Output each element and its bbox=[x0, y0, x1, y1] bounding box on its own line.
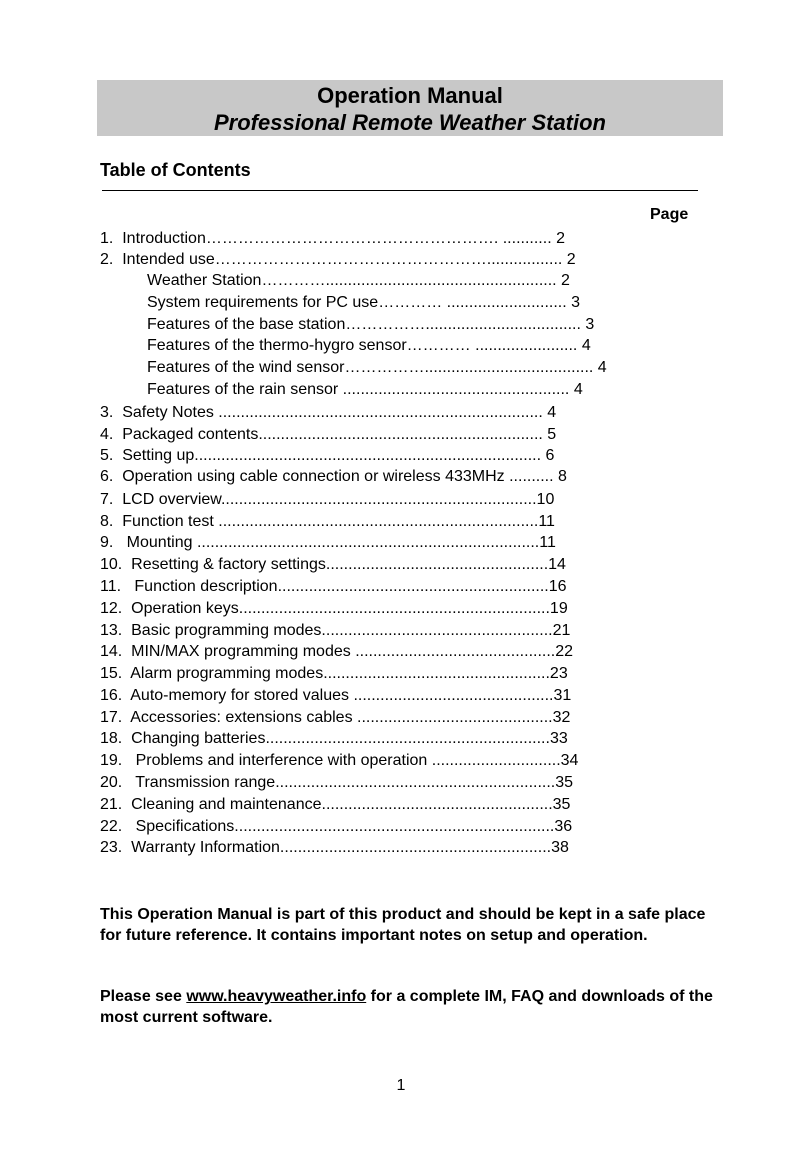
toc-entry[interactable]: 14. MIN/MAX programming modes .............................................22 bbox=[100, 643, 574, 660]
website-paragraph bbox=[100, 987, 720, 1028]
toc-subentry[interactable]: System requirements for PC use………… ........................... 3 bbox=[147, 294, 581, 311]
toc-entry[interactable]: 11. Function description.............................................................16 bbox=[100, 578, 567, 595]
toc-subentry[interactable]: Features of the base station……………................................... 3 bbox=[147, 316, 595, 333]
website-suffix: for a complete IM, FAQ and downloads of the most current software. bbox=[100, 988, 713, 1026]
toc-subentry[interactable]: Features of the wind sensor……………...................................... 4 bbox=[147, 359, 607, 376]
toc-entry[interactable]: 23. Warranty Information.............................................................38 bbox=[100, 839, 569, 856]
toc-entry[interactable]: 9. Mounting .............................................................................11 bbox=[100, 534, 556, 551]
page-column-label: Page bbox=[650, 206, 689, 223]
toc-entry[interactable]: 10. Resetting & factory settings..................................................14 bbox=[100, 556, 566, 573]
toc-heading: Table of Contents bbox=[100, 160, 251, 180]
toc-entry[interactable]: 19. Problems and interference with operation .............................34 bbox=[100, 752, 579, 769]
toc-entry[interactable]: 20. Transmission range...............................................................35 bbox=[100, 774, 574, 791]
toc-entry[interactable]: 4. Packaged contents................................................................ 5 bbox=[100, 426, 557, 443]
toc-subentry[interactable]: Weather Station………….................................................... 2 bbox=[147, 272, 570, 289]
toc-entry[interactable]: 7. LCD overview.......................................................................10 bbox=[100, 491, 555, 508]
manual-title: Operation Manual bbox=[317, 83, 503, 108]
toc-entry[interactable]: 15. Alarm programming modes...................................................23 bbox=[100, 665, 568, 682]
title-band bbox=[97, 80, 723, 136]
notice-paragraph: This Operation Manual is part of this product and should be kept in a safe place for future reference. It contains important notes on setup and operation. bbox=[100, 906, 706, 944]
page-number: 1 bbox=[396, 1077, 406, 1094]
manual-subtitle: Professional Remote Weather Station bbox=[213, 110, 606, 135]
website-prefix: Please see bbox=[100, 988, 182, 1005]
toc-entry[interactable]: 22. Specifications........................................................................36 bbox=[100, 818, 573, 835]
toc-entry[interactable]: 17. Accessories: extensions cables ............................................32 bbox=[100, 709, 571, 726]
toc-subentry[interactable]: Features of the thermo-hygro sensor………… ....................... 4 bbox=[147, 337, 591, 354]
toc-subentry[interactable]: Features of the rain sensor ................................................... 4 bbox=[147, 381, 583, 398]
toc-entry[interactable]: 6. Operation using cable connection or wireless 433MHz .......... 8 bbox=[100, 468, 567, 485]
toc-entry[interactable]: 1. Introduction………………………………………………. ........... 2 bbox=[100, 230, 565, 247]
website-link[interactable]: www.heavyweather.info bbox=[186, 988, 367, 1005]
toc-entry[interactable]: 13. Basic programming modes....................................................21 bbox=[100, 622, 571, 639]
toc-entry[interactable]: 16. Auto-memory for stored values .............................................31 bbox=[100, 687, 572, 704]
toc-entry[interactable]: 3. Safety Notes ......................................................................... 4 bbox=[100, 404, 557, 421]
toc-entry[interactable]: 21. Cleaning and maintenance....................................................35 bbox=[100, 796, 571, 813]
toc-entry[interactable]: 18. Changing batteries................................................................33 bbox=[100, 730, 568, 747]
divider bbox=[102, 190, 698, 191]
toc-entry[interactable]: 2. Intended use……………………………………………................. 2 bbox=[100, 251, 576, 268]
toc-entry[interactable]: 8. Function test ........................................................................11 bbox=[100, 513, 555, 530]
toc-entry[interactable]: 5. Setting up.............................................................................. 6 bbox=[100, 447, 555, 464]
toc-entry[interactable]: 12. Operation keys......................................................................19 bbox=[100, 600, 568, 617]
